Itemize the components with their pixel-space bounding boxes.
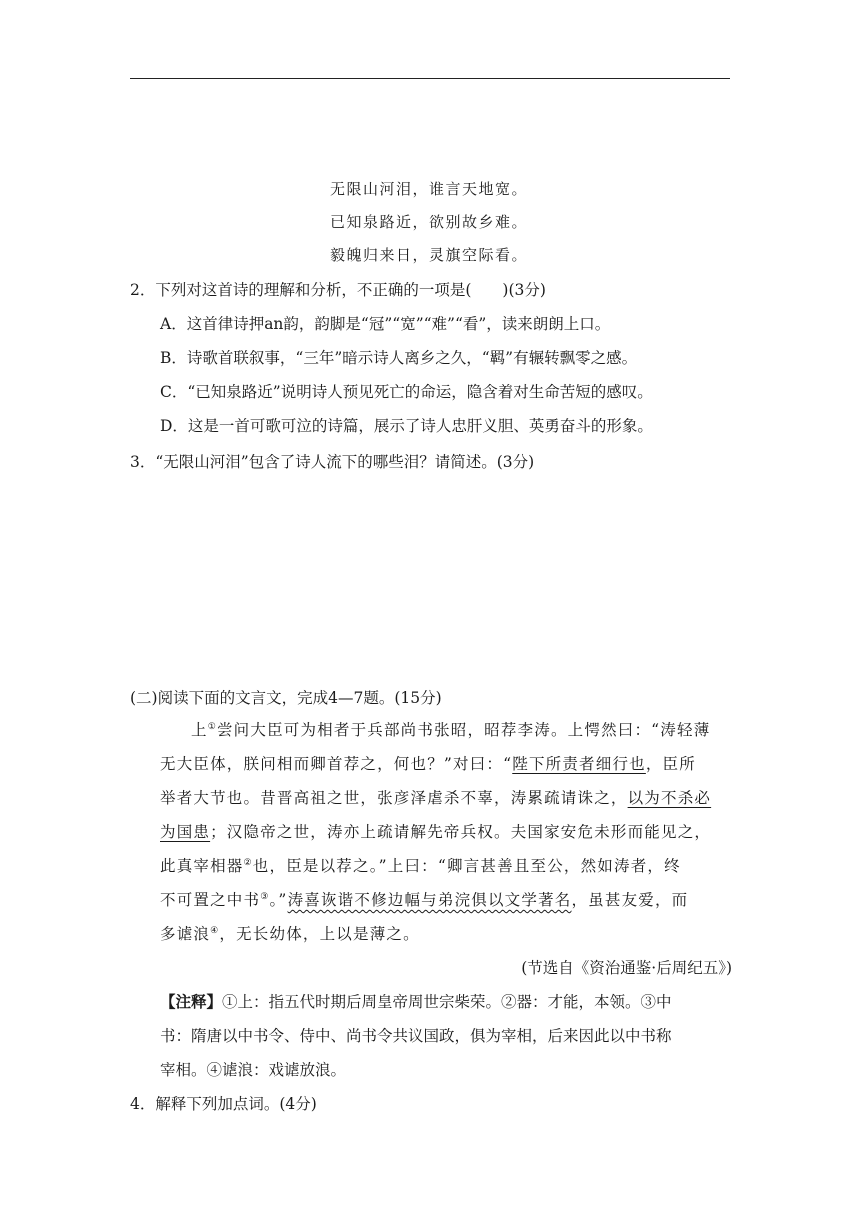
note-ref: ④ [210,925,220,936]
question-3: 3．“无限山河泪”包含了诗人流下的哪些泪？请简述。(3分) [130,453,535,471]
passage-line: 为国患；汉隐帝之世，涛亦上疏请解先帝兵权。夫国家安危未形而能见之， [160,823,712,841]
section-heading: (二)阅读下面的文言文，完成4—7题。(15分) [130,689,442,707]
underlined-sentence: 陛下所责者细行也 [512,755,646,773]
passage-line: 上①尝问大臣可为相者于兵部尚书张昭，昭荐李涛。上愕然曰：“涛轻薄 [191,721,711,739]
poem-line: 已知泉路近，欲别故乡难。 [330,213,529,231]
underlined-sentence: 为国患 [160,823,211,841]
note-ref: ① [207,721,217,732]
source-citation: (节选自《资治通鉴·后周纪五》) [521,959,732,977]
question-4: 4．解释下列加点词。(4分) [130,1095,317,1113]
wavy-underlined-sentence: 涛喜诙谐不修边幅与弟浣俱以文学著名 [287,891,572,909]
notes-line: 书：隋唐以中书令、侍中、尚书令共议国政，俱为宰相，后来因此以中书称 [160,1027,672,1045]
option-b: B．诗歌首联叙事，“三年”暗示诗人离乡之久，“羁”有辗转飘零之感。 [160,349,638,367]
header-rule [130,78,730,79]
notes-line: 宰相。④谑浪：戏谑放浪。 [160,1061,347,1079]
option-c: C．“已知泉路近”说明诗人预见死亡的命运，隐含着对生命苦短的感叹。 [160,383,653,401]
passage-line: 举者大节也。昔晋高祖之世，张彦泽虐杀不辜，涛累疏请诛之，以为不杀必 [160,789,712,807]
option-d: D．这是一首可歌可泣的诗篇，展示了诗人忠肝义胆、英勇奋斗的形象。 [160,417,653,435]
note-ref: ③ [260,891,270,902]
option-a: A．这首律诗押an韵，韵脚是“冠”“宽”“难”“看”，读来朗朗上口。 [160,315,611,333]
poem-line: 毅魄归来日，灵旗空际看。 [330,246,529,264]
note-ref: ② [243,857,253,868]
passage-line: 多谑浪④，无长幼体，上以是薄之。 [160,925,420,943]
notes-label: 【注释】 [160,992,223,1011]
poem-line: 无限山河泪，谁言天地宽。 [330,180,529,198]
notes-line: 【注释】①上：指五代时期后周皇帝周世宗柴荣。②器：才能，本领。③中 [160,992,672,1011]
passage-line: 无大臣体，朕问相而卿首荐之，何也？”对曰：“陛下所责者细行也，臣所 [160,755,696,773]
question-2: 2．下列对这首诗的理解和分析，不正确的一项是( )(3分) [130,281,546,299]
passage-line: 此真宰相器②也，臣是以荐之。”上曰：“卿言甚善且至公，然如涛者，终 [160,857,681,875]
underlined-sentence: 以为不杀必 [627,789,712,807]
passage-line: 不可置之中书③。”涛喜诙谐不修边幅与弟浣俱以文学著名，虽甚友爱，而 [160,891,689,909]
